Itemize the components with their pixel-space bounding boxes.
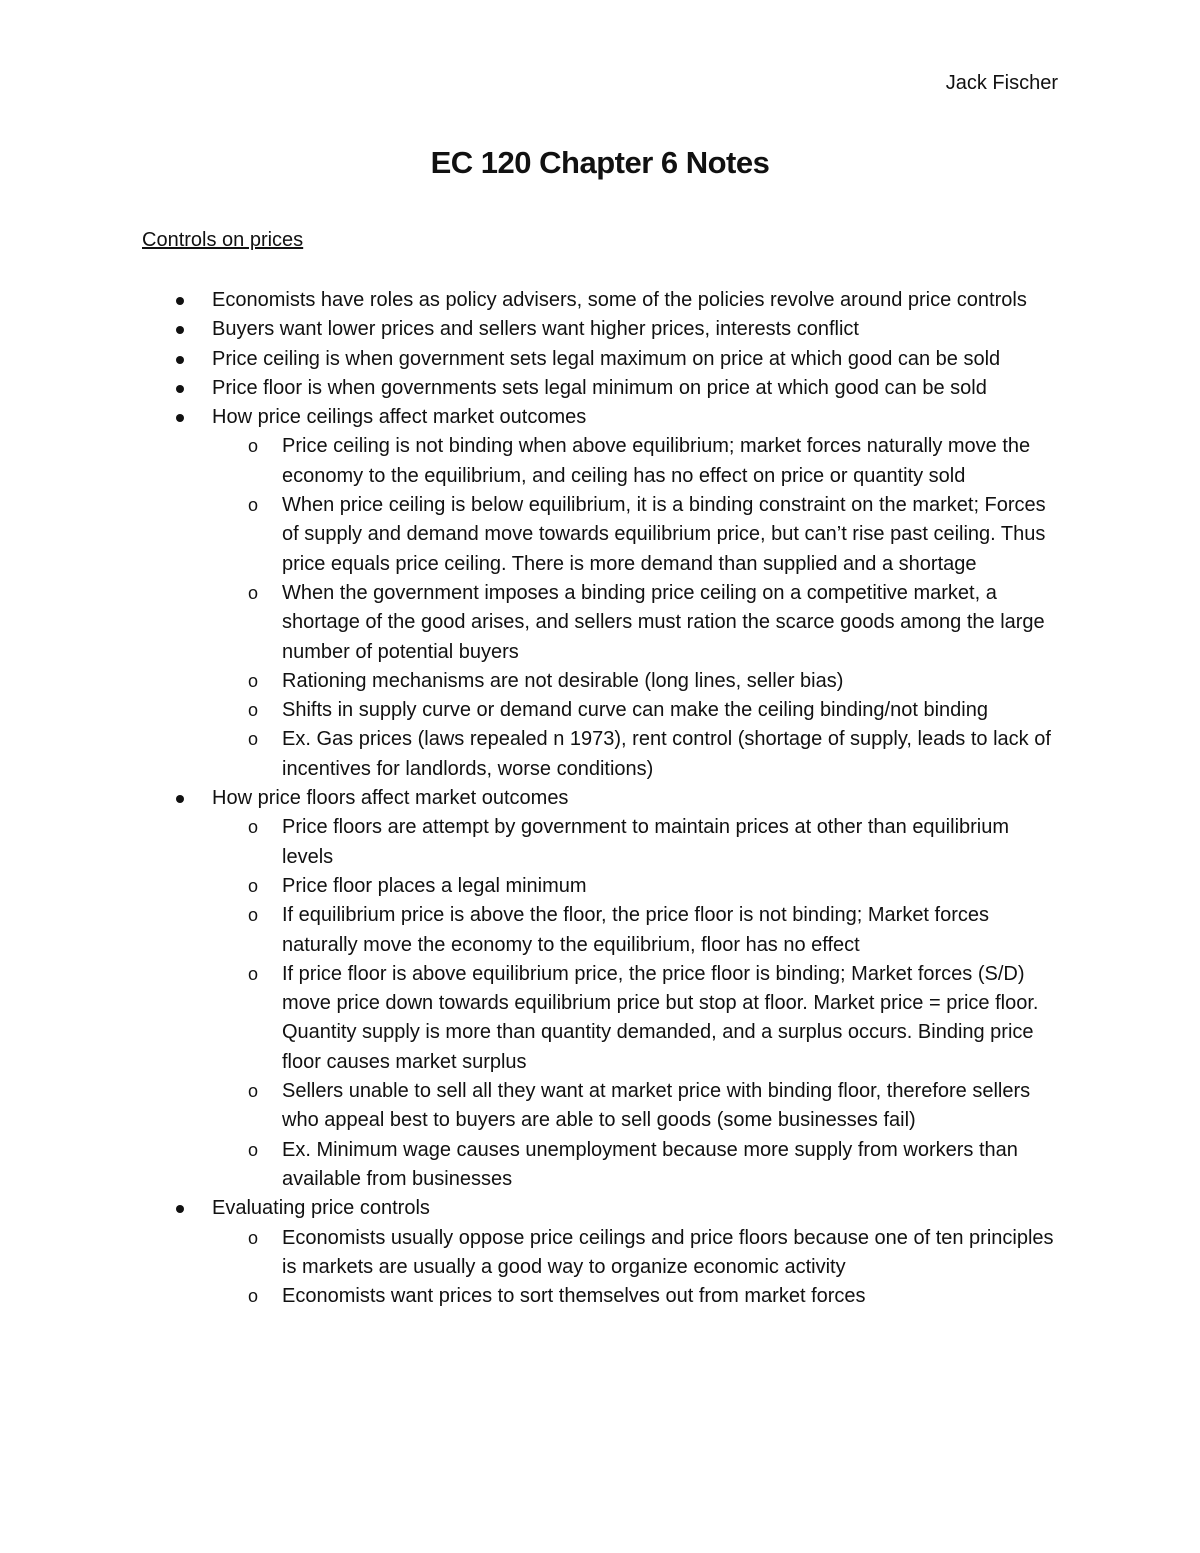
list-item: [142, 784, 1062, 1194]
sub-list-item: o Rationing mechanisms are not desirable (long lines, seller bias): [212, 667, 1062, 696]
sub-list-item: o Ex. Minimum wage causes unemployment because more supply from workers than available from businesses: [212, 1136, 1062, 1195]
sub-list-item: o Sellers unable to sell all they want at market price with binding floor, therefore sellers who appeal best to buyers are able to sell goods (some businesses fail): [212, 1077, 1062, 1136]
sub-list-item: o Shifts in supply curve or demand curve can make the ceiling binding/not binding: [212, 696, 1062, 725]
author-name: Jack Fischer: [945, 72, 1058, 94]
sub-list-item: o When price ceiling is below equilibrium, it is a binding constraint on the market; Forces of supply and demand move towards equilibrium price, but can’t rise past ceiling. Thus price equals price ceiling. There is more demand than supplied and a shortage: [212, 491, 1062, 579]
list-item: [142, 315, 1062, 344]
sub-list-item: o Price ceiling is not binding when above equilibrium; market forces naturally move the economy to the equilibrium, and ceiling has no effect on price or quantity sold: [212, 432, 1062, 491]
list-item-text: Evaluating price controls: [212, 1197, 430, 1220]
list-item-text: Buyers want lower prices and sellers want higher prices, interests conflict: [212, 318, 859, 341]
list-item-text: How price ceilings affect market outcomes: [212, 406, 587, 429]
sub-list-item: o If equilibrium price is above the floor, the price floor is not binding; Market forces naturally move the economy to the equilibrium, floor has no effect: [212, 901, 1062, 960]
sub-list: [212, 813, 1062, 1194]
sub-list: [212, 1224, 1062, 1312]
section-heading: Controls on prices: [142, 229, 304, 251]
list-item-text: Price floor is when governments sets legal minimum on price at which good can be sold: [212, 376, 987, 399]
sub-list-item: o Ex. Gas prices (laws repealed n 1973), rent control (shortage of supply, leads to lack of incentives for landlords, worse conditions): [212, 725, 1062, 784]
sub-list-item: o If price floor is above equilibrium price, the price floor is binding; Market forces (S/D) move price down towards equilibrium price but stop at floor. Market price = price floor. Quantity supply is more than quantity demanded, and a surplus occurs. Binding price floor causes market surplus: [212, 960, 1062, 1077]
sub-list: [212, 432, 1062, 784]
sub-list-item: o Price floor places a legal minimum: [212, 872, 1062, 901]
sub-list-item: o Economists want prices to sort themselves out from market forces: [212, 1282, 1062, 1311]
list-item-text: How price floors affect market outcomes: [212, 787, 569, 810]
page-title: EC 120 Chapter 6 Notes: [430, 145, 770, 180]
list-item: [142, 286, 1062, 315]
bullet-list: [142, 286, 1062, 1311]
sub-list-item: o When the government imposes a binding price ceiling on a competitive market, a shortage of the good arises, and sellers must ration the scarce goods among the large number of potential buyers: [212, 579, 1062, 667]
list-item-text: Economists have roles as policy advisers, some of the policies revolve around price controls: [212, 289, 1027, 311]
list-item: [142, 374, 1062, 403]
list-item: [142, 1194, 1062, 1311]
list-item: [142, 345, 1062, 374]
list-item-text: Price ceiling is when government sets legal maximum on price at which good can be sold: [212, 347, 1001, 370]
sub-list-item: o Economists usually oppose price ceilings and price floors because one of ten principles is markets are usually a good way to organize economic activity: [212, 1224, 1062, 1283]
list-item: [142, 403, 1062, 784]
sub-list-item: o Price floors are attempt by government to maintain prices at other than equilibrium levels: [212, 813, 1062, 872]
